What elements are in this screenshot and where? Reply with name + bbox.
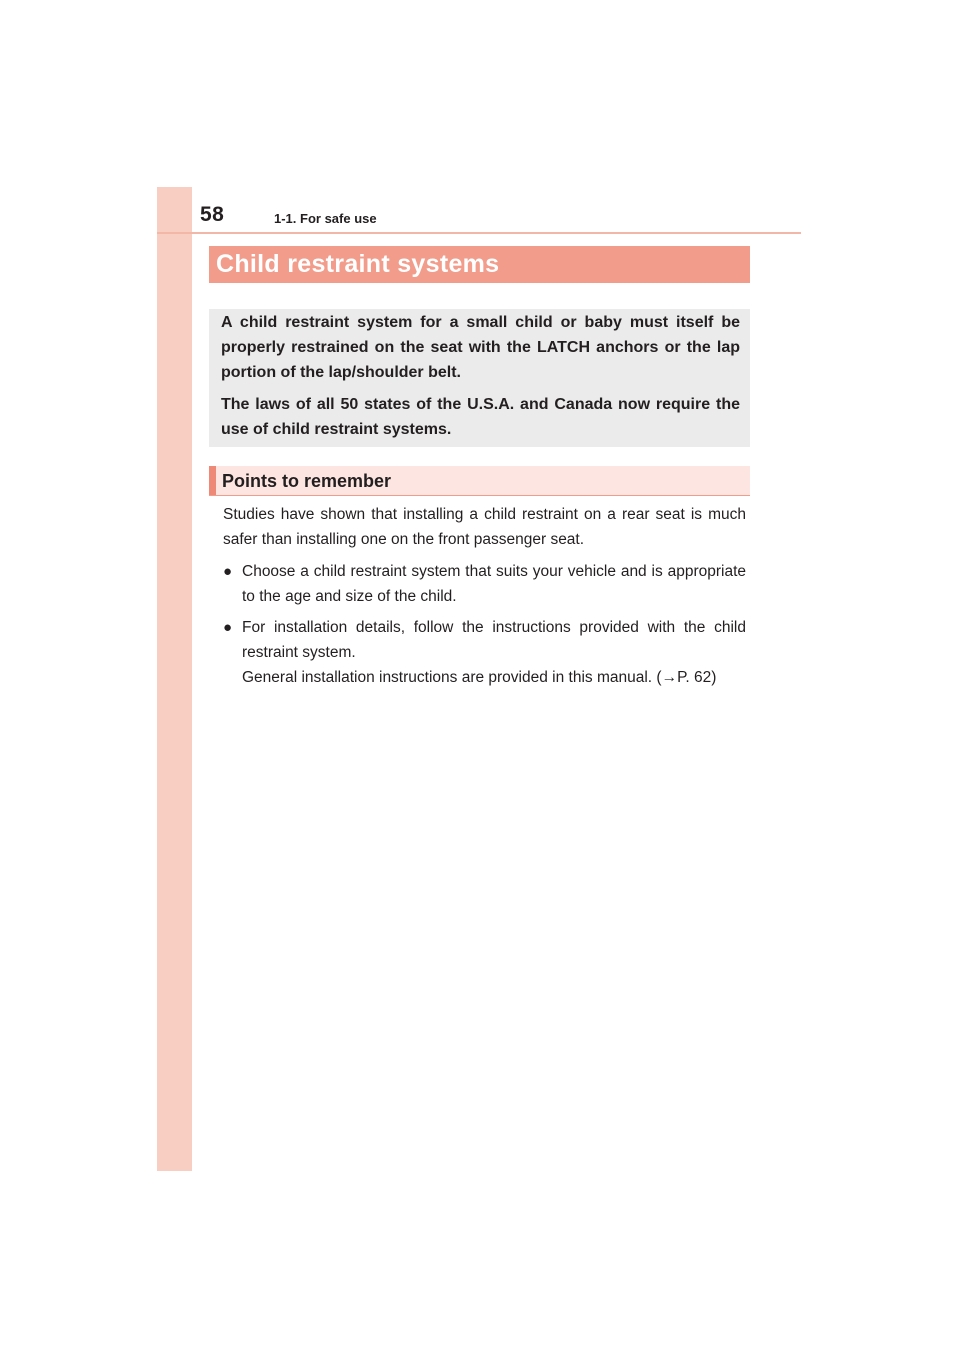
bullet-item — [223, 559, 746, 609]
intro-box — [209, 309, 750, 447]
intro-paragraph: A child restraint system for a small child or baby must itself be properly restrained on the seat with the LATCH anchors or the lap portion of the lap/shoulder belt. — [221, 314, 740, 381]
bullet-icon: ● — [223, 619, 233, 636]
subheading-title: Points to remember — [222, 471, 392, 491]
title-bar — [209, 246, 750, 283]
bullet-reference-text: General installation instructions are provided in this manual. (→P. 62) — [242, 669, 717, 686]
bullet-item — [223, 615, 746, 690]
header-rule — [157, 232, 801, 234]
subheading-accent-bar — [209, 466, 216, 495]
bullet-icon: ● — [223, 563, 233, 580]
page-number: 58 — [200, 203, 225, 226]
bullet-text: Choose a child restraint system that suits your vehicle and is appropriate to the age and size of the child. — [242, 563, 746, 605]
bullet-text: For installation details, follow the instructions provided with the child restraint system. — [242, 619, 746, 661]
intro-paragraph: The laws of all 50 states of the U.S.A. and Canada now require the use of child restraint systems. — [221, 396, 740, 438]
page-title: Child restraint systems — [216, 250, 500, 278]
side-tab-strip — [157, 187, 192, 1171]
lead-paragraph: Studies have shown that installing a child restraint on a rear seat is much safer than installing one on the front passenger seat. — [223, 506, 746, 548]
section-label: 1-1. For safe use — [274, 211, 377, 226]
points-subheading — [209, 466, 750, 496]
